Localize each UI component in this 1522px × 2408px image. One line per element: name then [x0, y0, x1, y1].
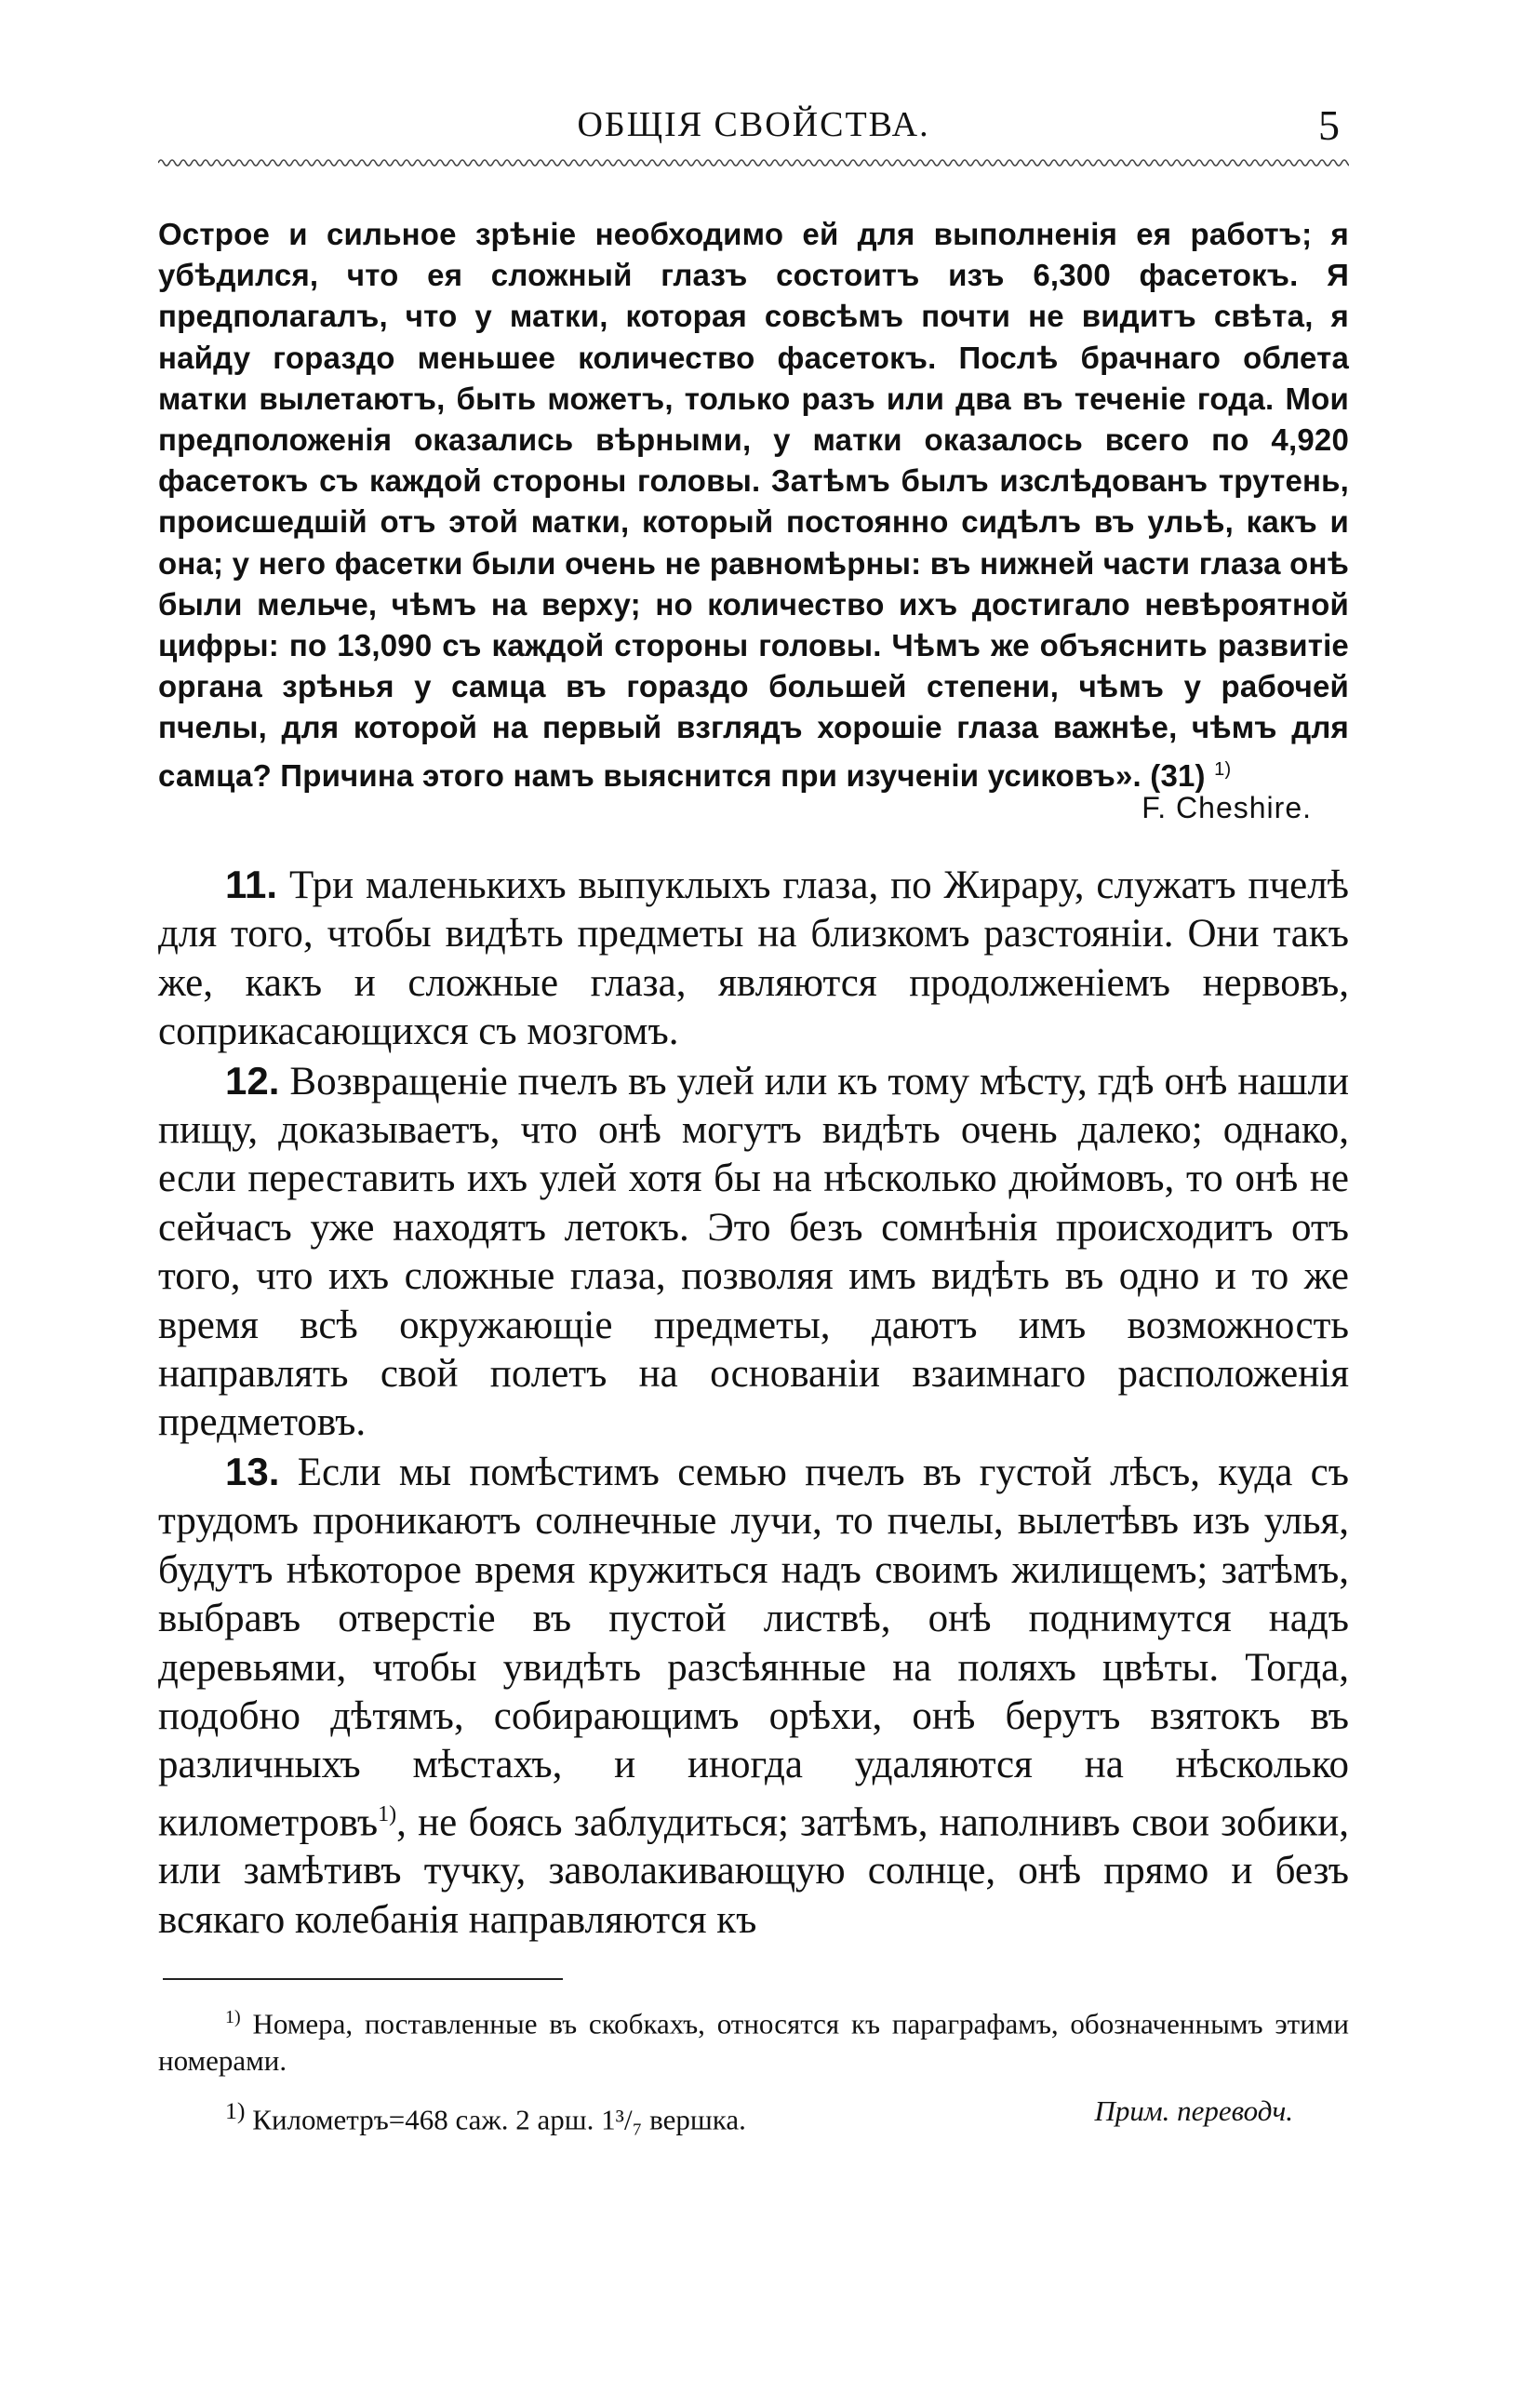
paragraph-12	[158, 1057, 1349, 1448]
page-header	[158, 101, 1349, 160]
quote-text: Острое и сильное зрѣніе необходимо ей для выполненія ея работъ; я убѣдился, что ея сложный глазъ состоитъ изъ 6,300 фасетокъ. Я предполагалъ, что у матки, которая совсѣмъ почти не видитъ свѣта, я найду гораздо меньшее количество фасетокъ. Послѣ брачнаго облета матки вылетаютъ, быть можетъ, только разъ или два въ теченіе года. Мои предположенія оказались вѣрными, у матки оказалось всего по 4,920 фасетокъ съ каждой стороны головы. Затѣмъ былъ изслѣдованъ трутень, происшедшій отъ этой матки, который постоянно сидѣлъ въ ульѣ, какъ и она; у него фасетки были очень не равномѣрны: въ нижней части глаза онѣ были мельче, чѣмъ на верху; но количество ихъ достигало невѣроятной цифры: по 13,090 съ каждой стороны головы. Чѣмъ же объяснить развитіе органа зрѣнья у самца въ гораздо большей степени, чѣмъ у рабочей пчелы, для которой на первый взглядъ хорошіе глаза важнѣе, чѣмъ для самца? Причина этого намъ выяснится при изученіи усиковъ».	[158, 217, 1349, 793]
paragraph-text: Если мы помѣстимъ семью пчелъ въ густой лѣсъ, куда съ трудомъ проникаютъ солнечные лучи, то пчелы, вылетѣвъ изъ улья, будутъ нѣкоторое время кружиться надъ своимъ жилищемъ; затѣмъ, выбравъ отверстіе въ пустой листвѣ, онѣ поднимутся надъ деревьями, чтобы увидѣть разсѣянные на поляхъ цвѣты. Тогда, подобно дѣтямъ, собирающимъ орѣхи, онѣ берутъ взятокъ въ различныхъ мѣстахъ, и иногда удаляются на нѣсколько километровъ	[158, 1450, 1349, 1845]
translator-note: Прим. переводч.	[1094, 2094, 1293, 2128]
wavy-rule	[158, 156, 1349, 169]
footnote-text: Номера, поставленные въ скобкахъ, относятся къ параграфамъ, обозначеннымъ этими номерами.	[158, 2007, 1349, 2078]
page-number: 5	[1318, 101, 1340, 149]
footnote-text: Километръ=468 саж. 2 арш. 1³/₇ вершка.	[252, 2103, 746, 2136]
footnote-mark: 1)	[225, 2007, 241, 2027]
running-head: ОБЩІЯ СВОЙСТВА.	[577, 105, 930, 144]
footnote-1	[158, 1999, 1349, 2080]
quoted-passage	[158, 214, 1349, 796]
paragraph-text: Возвращеніе пчелъ въ улей или къ тому мѣсту, гдѣ онѣ нашли пищу, доказываетъ, что онѣ могутъ видѣть очень далеко; однако, если переставить ихъ улей хотя бы на нѣсколько дюймовъ, то онѣ не сейчасъ уже находятъ летокъ. Это безъ сомнѣнія происходитъ отъ того, что ихъ сложные глаза, позволяя имъ видѣть въ одно и то же время всѣ окружающіе предметы, даютъ имъ возможность направлять свой полетъ на основаніи взаимнаго расположенія предметовъ.	[158, 1059, 1350, 1445]
paragraph-11	[158, 861, 1349, 1057]
footnotes	[158, 1999, 1349, 2139]
footnote-2	[158, 2093, 1349, 2138]
paragraph-number: 12.	[225, 1058, 280, 1103]
paragraph-text: Три маленькихъ выпуклыхъ глаза, по Жирару, служатъ пчелѣ для того, чтобы видѣть предметы на близкомъ разстояніи. Они такъ же, какъ и сложные глаза, являются продолженіемъ нервовъ, соприкасающихся съ мозгомъ.	[158, 863, 1350, 1054]
paragraph-number: 11.	[225, 863, 278, 906]
quote-reference: (31)	[1150, 757, 1206, 793]
paragraph-text-continued: , не боясь заблудиться; затѣмъ, наполнивъ свои зобики, или замѣтивъ тучку, заволакивающую солнце, онѣ прямо и безъ всякаго колебанія направляются къ	[158, 1800, 1349, 1942]
footnote-mark: 1)	[225, 2097, 246, 2125]
paragraph-number: 13.	[225, 1449, 280, 1493]
quote-signature: F. Cheshire.	[1142, 791, 1312, 824]
footnote-divider	[163, 1978, 563, 1980]
footnote-mark: 1)	[378, 1801, 397, 1826]
paragraph-13	[158, 1448, 1349, 1945]
quote-footnote-mark: 1)	[1214, 758, 1232, 780]
main-text	[158, 861, 1349, 1945]
